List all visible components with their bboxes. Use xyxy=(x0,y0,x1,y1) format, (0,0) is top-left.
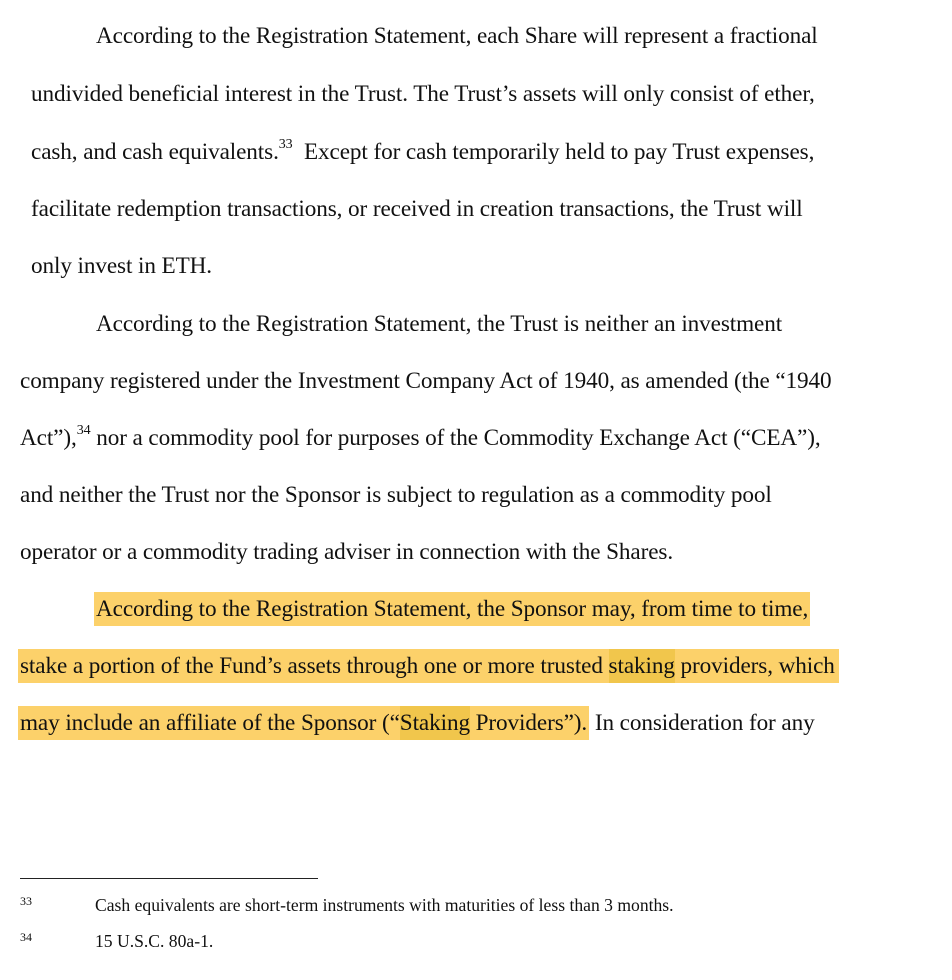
footnote-ref-33[interactable]: 33 xyxy=(278,137,293,153)
footnote-number: 33 xyxy=(20,894,32,908)
paragraph-line: facilitate redemption transactions, or received in creation transactions, the Trust will xyxy=(31,196,803,222)
paragraph-line[interactable] xyxy=(94,594,810,624)
search-match-highlight[interactable]: Staking xyxy=(400,706,470,740)
footnote-separator xyxy=(20,878,318,879)
paragraph-line[interactable] xyxy=(18,708,815,738)
paragraph-line: undivided beneficial interest in the Trust. The Trust’s assets will only consist of ether, xyxy=(31,81,815,107)
paragraph-line: and neither the Trust nor the Sponsor is subject to regulation as a commodity pool xyxy=(20,482,772,508)
highlighted-text[interactable]: may include an affiliate of the Sponsor (“ xyxy=(18,706,400,740)
text-span: Except for cash temporarily held to pay Trust expenses, xyxy=(292,139,815,165)
paragraph-line: only invest in ETH. xyxy=(31,253,213,279)
footnote-number: 34 xyxy=(20,930,32,944)
footnote-text: Cash equivalents are short-term instruments with maturities of less than 3 months. xyxy=(95,895,674,915)
paragraph-line: According to the Registration Statement, each Share will represent a fractional xyxy=(96,23,818,49)
search-match-highlight[interactable]: staking xyxy=(609,649,675,683)
paragraph-line[interactable] xyxy=(18,651,839,681)
highlighted-text[interactable]: providers, which xyxy=(675,649,839,683)
paragraph-line: operator or a commodity trading adviser in connection with the Shares. xyxy=(20,539,674,565)
text-span: In consideration for any xyxy=(589,710,815,736)
paragraph-line: company registered under the Investment Company Act of 1940, as amended (the “1940 xyxy=(20,368,832,394)
highlighted-text[interactable]: Providers”). xyxy=(470,706,589,740)
text-span: Act”), xyxy=(20,425,77,451)
paragraph-line xyxy=(20,423,821,453)
text-span: nor a commodity pool for purposes of the Commodity Exchange Act (“CEA”), xyxy=(90,425,821,451)
paragraph-line xyxy=(31,137,814,167)
text-span: cash, and cash equivalents. xyxy=(31,139,279,165)
paragraph-line: According to the Registration Statement, the Trust is neither an investment xyxy=(96,311,783,337)
footnote-ref-34[interactable]: 34 xyxy=(76,423,91,439)
footnote-text: 15 U.S.C. 80a-1. xyxy=(95,931,214,951)
highlighted-text[interactable]: According to the Registration Statement, the Sponsor may, from time to time, xyxy=(94,592,810,626)
highlighted-text[interactable]: stake a portion of the Fund’s assets through one or more trusted xyxy=(18,649,609,683)
